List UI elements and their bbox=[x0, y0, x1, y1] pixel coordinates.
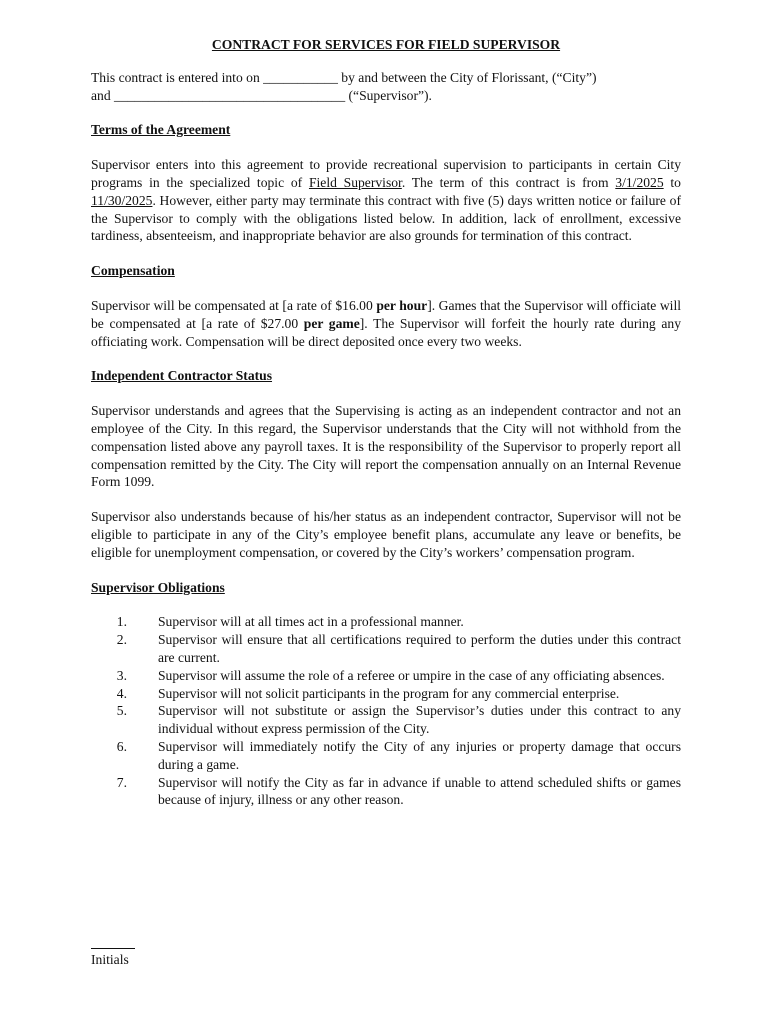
obligations-heading: Supervisor Obligations bbox=[91, 579, 225, 595]
list-number: 7. bbox=[116, 774, 127, 790]
list-number: 2. bbox=[116, 632, 127, 648]
independent-paragraph-2: Supervisor also understands because of his/her status as an independent contractor, Supervisor will not be eligible to participate in any of the City’s employee benefit plans, accumulate any leave or benefits, be eligible for unemployment compensation, or covered by the City’s workers’ compensation program. bbox=[91, 509, 681, 560]
terms-text-2: . The term of this contract is from bbox=[401, 174, 616, 190]
list-number: 6. bbox=[116, 738, 127, 754]
initials-block bbox=[91, 948, 135, 968]
initials-line bbox=[91, 948, 135, 949]
list-item bbox=[91, 702, 681, 738]
comp-text-1: Supervisor will be compensated at [a rate of $16.00 bbox=[91, 297, 377, 313]
list-item bbox=[91, 774, 681, 810]
list-text: Supervisor will notify the City as far in advance if unable to attend scheduled shifts or games because of injury, illness or any other reason. bbox=[158, 774, 681, 808]
intro-line-1: This contract is entered into on ___________ by and between the City of Florissant, (“City”) bbox=[91, 69, 597, 85]
per-hour-label: per hour bbox=[376, 297, 428, 313]
terms-text-1: Supervisor enters into this agreement to provide recreational supervision to participants in certain City programs in the specialized topic of bbox=[91, 157, 681, 190]
comp-text-2: ]. Games that the Supervisor will officiate will be compensated at [a rate of $27.00 bbox=[91, 297, 681, 331]
independent-paragraph-1: Supervisor understands and agrees that the Supervising is acting as an independent contractor and not an employee of the City. In this regard, the Supervisor understands that the City will not withhold from the compensation listed above any payroll taxes. It is the responsibility of the Supervisor to properly report all compensation remitted by the City. The City will report the compensation annually on an Internal Revenue Form 1099. bbox=[91, 403, 681, 490]
initials-label: Initials bbox=[91, 952, 129, 967]
list-item bbox=[91, 631, 681, 667]
list-item bbox=[91, 685, 681, 703]
comp-text-3: ]. The Supervisor will forfeit the hourly rate during any officiating work. Compensation will be direct deposited once every two weeks. bbox=[91, 315, 681, 349]
end-date: 11/30/2025 bbox=[91, 192, 153, 208]
compensation-paragraph bbox=[91, 297, 681, 350]
list-number: 1. bbox=[116, 614, 127, 630]
document-title: CONTRACT FOR SERVICES FOR FIELD SUPERVISOR bbox=[211, 37, 561, 52]
list-number: 5. bbox=[116, 703, 127, 719]
list-text: Supervisor will not substitute or assign the Supervisor’s duties under this contract to any individual without express permission of the City. bbox=[158, 703, 681, 737]
independent-heading: Independent Contractor Status bbox=[91, 368, 273, 384]
compensation-heading: Compensation bbox=[91, 263, 175, 279]
intro-paragraph bbox=[91, 69, 681, 105]
per-game-label: per game bbox=[303, 315, 360, 331]
start-date: 3/1/2025 bbox=[615, 174, 664, 190]
list-number: 4. bbox=[116, 685, 127, 701]
intro-line-2: and __________________________________ (“Supervisor”). bbox=[91, 87, 432, 103]
list-text: Supervisor will assume the role of a referee or umpire in the case of any officiating absences. bbox=[158, 667, 665, 683]
list-item bbox=[91, 613, 681, 631]
terms-text-3: to bbox=[663, 174, 681, 190]
list-text: Supervisor will at all times act in a professional manner. bbox=[158, 614, 464, 630]
list-number: 3. bbox=[116, 667, 127, 683]
list-item bbox=[91, 738, 681, 774]
list-text: Supervisor will not solicit participants in the program for any commercial enterprise. bbox=[158, 685, 620, 701]
list-item bbox=[91, 667, 681, 685]
terms-heading: Terms of the Agreement bbox=[91, 122, 231, 138]
terms-paragraph bbox=[91, 156, 681, 245]
contract-page bbox=[91, 36, 681, 809]
terms-text-4: . However, either party may terminate this contract with five (5) days written notice or failure of the Supervisor to comply with the obligations listed below. In addition, lack of enrollment, excessive tardiness, absenteeism, and inappropriate behavior are also grounds for termination of this contract. bbox=[91, 192, 681, 244]
list-text: Supervisor will ensure that all certifications required to perform the duties under this contract are current. bbox=[158, 632, 681, 665]
topic-value: Field Supervisor bbox=[308, 174, 402, 190]
obligations-list bbox=[91, 613, 681, 809]
list-text: Supervisor will immediately notify the City of any injuries or property damage that occurs during a game. bbox=[158, 738, 681, 772]
